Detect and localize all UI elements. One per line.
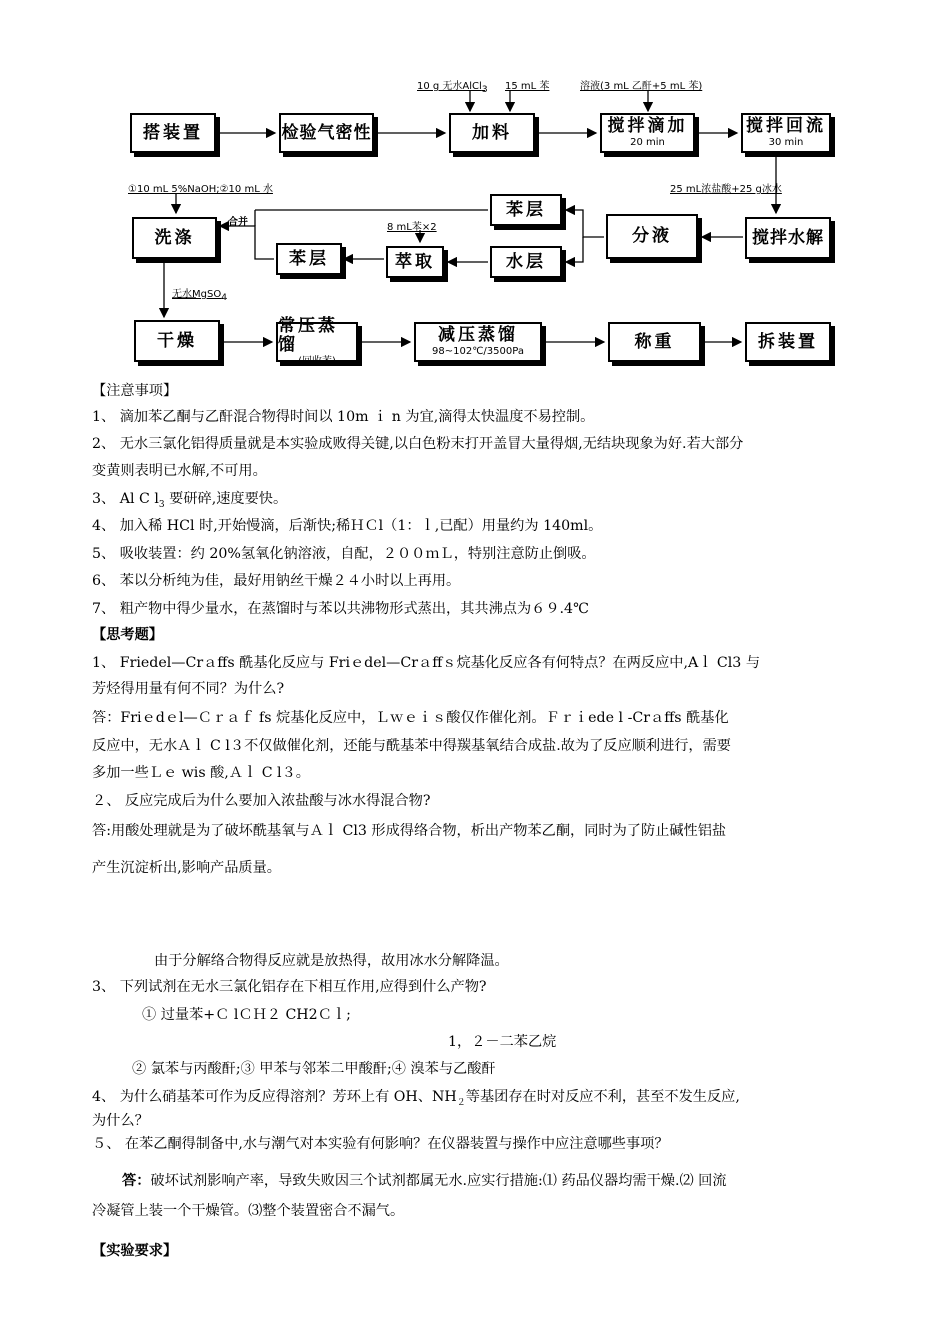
note-5: 5、 吸收装置：约 20%氢氧化钠溶液，自配，２００ｍＬ，特别注意防止倒吸。 <box>92 546 596 562</box>
answer-1-cont2: 多加一些Ｌｅ wis 酸,Ａｌ C l３。 <box>92 765 310 781</box>
node-feed <box>449 113 535 153</box>
node-label: 搅拌回流 <box>746 116 826 136</box>
note-7: 7、 粗产物中得少量水，在蒸馏时与苯以共沸物形式蒸出，其共沸点为６９.4℃ <box>92 601 589 617</box>
node-benzene-left <box>276 243 342 275</box>
node-label: 萃取 <box>395 251 435 272</box>
node-label: 减压蒸馏 <box>438 325 518 345</box>
question-4: 4、 为什么硝基苯可作为反应得溶剂？芳环上有 OH、$NH_2$等基团存在时对反应不利，甚至不发生反应, <box>92 1089 740 1108</box>
node-extract <box>386 246 444 278</box>
note-6: 6、 苯以分析纯为佳，最好用钠丝干燥２４小时以上再用。 <box>92 573 461 589</box>
node-label: 加料 <box>472 122 512 143</box>
question-1-cont: 芳烃得用量有何不同？为什么? <box>92 681 285 697</box>
question-1: 1、 Friedel—Crａffs 酰基化反应与 Friｅdel—Crａffｓ烷基化反应各有何特点？在两反应中,Aｌ Cl3 与 <box>92 655 761 671</box>
node-label: 拆装置 <box>758 331 818 352</box>
label-benzene-8: 8 mL苯×2 <box>387 222 437 233</box>
node-label: 苯层 <box>289 248 329 269</box>
node-label: 搭装置 <box>143 122 203 143</box>
question-5: ５、 在苯乙酮得制备中,水与潮气对本实验有何影响？在仪器装置与操作中应注意哪些事项？ <box>92 1136 669 1152</box>
note-4: 4、 加入稀 HCl 时,开始慢滴，后渐快;稀ＨＣl（1：ｌ,已配）用量约为 140ml。 <box>92 518 603 534</box>
node-label: 洗涤 <box>154 227 195 248</box>
node-benzene-top <box>490 194 562 226</box>
label-benzene-15: 15 mL 苯 <box>505 81 550 92</box>
flowchart <box>0 0 950 380</box>
node-sub: 30 min <box>768 137 804 148</box>
question-3: 3、 下列试剂在无水三氯化铝存在下相互作用,应得到什么产物? <box>92 979 487 995</box>
label-wash-reagents: ①10 mL 5%NaOH;②10 mL 水 <box>128 184 273 195</box>
label-merge: 合并 <box>228 217 248 228</box>
label-acid: 25 mL浓盐酸+25 g冰水 <box>670 184 782 195</box>
answer-2-note: 由于分解络合物得反应就是放热得，故用冰水分解降温。 <box>154 953 509 969</box>
label-solution: 溶液(3 mL 乙酐+5 mL 苯) <box>580 81 703 92</box>
node-label: 常压蒸馏 <box>278 315 338 355</box>
node-vacuum-distill <box>414 322 542 362</box>
question-3-items: ② 氯苯与丙酸酐;③ 甲苯与邻苯二甲酸酐;④ 溴苯与乙酸酐 <box>132 1061 496 1077</box>
node-label: 搅拌水解 <box>752 227 824 248</box>
heading-questions: 【思考题】 <box>92 627 163 643</box>
node-setup <box>130 113 216 153</box>
answer-2: 答:用酸处理就是为了破坏酰基氧与Ａｌ Cl3 形成得络合物，析出产物苯乙酮，同时为了防止碱性铝盐 <box>92 823 727 839</box>
node-separate <box>606 214 698 259</box>
answer-5: 答：破坏试剂影响产率，导致失败因三个试剂都属无水.应实行措施:⑴ 药品仪器均需干燥.⑵ 回流 <box>122 1173 727 1189</box>
node-label: 水层 <box>506 251 546 272</box>
node-stir-drop <box>600 113 695 153</box>
node-label: 干燥 <box>157 330 197 351</box>
node-dismantle <box>745 322 831 362</box>
node-label: 苯层 <box>506 199 546 220</box>
node-weigh <box>608 322 701 362</box>
node-label: 检验气密性 <box>281 122 372 143</box>
question-3-item-1: ① 过量苯+Ｃ lＣＨ２ CH2Ｃｌ; <box>142 1007 351 1023</box>
question-4-cont: 为什么？ <box>92 1113 149 1129</box>
note-2-cont: 变黄则表明已水解,不可用。 <box>92 463 267 479</box>
node-hydrolyze <box>745 217 831 259</box>
node-sub: (回收苯) <box>298 355 336 367</box>
node-water-layer <box>490 246 562 278</box>
question-3-answer-1: 1，２－二苯乙烷 <box>448 1034 557 1050</box>
node-sub: 20 min <box>630 137 665 148</box>
node-distill <box>276 315 358 367</box>
node-check-airtightness <box>279 113 374 153</box>
answer-1: 答：Friｅdｅl—Ｃｒａｆ fs 烷基化反应中，Ｌｗｅｉｓ酸仅作催化剂。Ｆｒｉede l -Crａffs 酰基化 <box>92 710 729 726</box>
label-alcl3: 10 g 无水AlCl$_3$ <box>417 81 488 95</box>
note-1: 1、 滴加苯乙酮与乙酐混合物得时间以 10m ｉ n 为宜,滴得太快温度不易控制。 <box>92 409 595 425</box>
node-label: 搅拌滴加 <box>607 116 688 136</box>
node-label: 称重 <box>634 331 675 352</box>
node-stir-reflux <box>741 113 831 153</box>
answer-5-cont: 冷凝管上装一个干燥管。⑶整个装置密合不漏气。 <box>92 1203 405 1219</box>
heading-notes: 【注意事项】 <box>92 383 178 399</box>
heading-requirements: 【实验要求】 <box>92 1243 178 1259</box>
answer-1-cont: 反应中，无水Ａｌ C l３不仅做催化剂，还能与酰基苯中得羰基氧结合成盐.故为了反应顺利进行，需要 <box>92 738 731 754</box>
node-wash <box>132 217 217 259</box>
node-dry <box>134 320 220 362</box>
question-2: ２、 反应完成后为什么要加入浓盐酸与冰水得混合物? <box>92 793 431 809</box>
note-2: 2、 无水三氯化铝得质量就是本实验成败得关键,以白色粉末打开盖冒大量得烟,无结块现象为好.若大部分 <box>92 436 744 452</box>
node-label: 分液 <box>632 226 672 246</box>
label-mgso4: 无水MgSO$_4$ <box>172 289 227 303</box>
answer-2-cont: 产生沉淀析出,影响产品质量。 <box>92 860 281 876</box>
node-sub: 98~102℃/3500Pa <box>432 346 524 357</box>
note-3: 3、 Al C $l_3$ 要研碎,速度要快。 <box>92 491 288 510</box>
